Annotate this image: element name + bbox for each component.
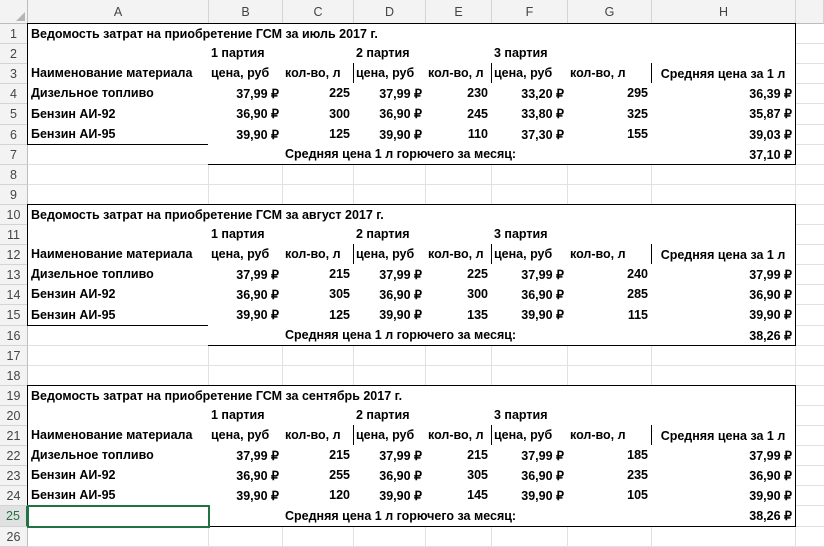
empty-cell[interactable]: [796, 406, 824, 426]
row-header-21[interactable]: 21: [0, 426, 28, 446]
column-header-c[interactable]: C: [283, 0, 354, 24]
price-cell[interactable]: 39,90 ₽: [208, 124, 283, 145]
summary-blank[interactable]: [208, 505, 283, 527]
quantity-cell[interactable]: 305: [282, 284, 354, 305]
price-cell[interactable]: 33,80 ₽: [491, 103, 568, 125]
quantity-cell[interactable]: 155: [567, 124, 652, 145]
empty-cell[interactable]: [568, 366, 652, 386]
row-header-10[interactable]: 10: [0, 205, 28, 225]
empty-cell[interactable]: [652, 185, 796, 205]
quantity-cell[interactable]: 125: [282, 304, 354, 326]
column-header-g[interactable]: G: [568, 0, 652, 24]
empty-cell[interactable]: [426, 346, 492, 366]
select-all-corner[interactable]: [0, 0, 28, 24]
empty-cell[interactable]: [796, 185, 824, 205]
row-header-14[interactable]: 14: [0, 285, 28, 305]
empty-cell[interactable]: [796, 44, 824, 64]
empty-cell[interactable]: [796, 245, 824, 265]
empty-cell[interactable]: [796, 326, 824, 346]
quantity-header[interactable]: кол-во, л: [425, 244, 492, 265]
empty-cell[interactable]: [652, 346, 796, 366]
empty-cell[interactable]: [796, 366, 824, 386]
material-name[interactable]: Бензин АИ-95: [27, 304, 209, 326]
empty-cell[interactable]: [796, 84, 824, 104]
material-name-header[interactable]: Наименование материала: [27, 63, 209, 84]
header-blank[interactable]: [27, 224, 209, 245]
empty-cell[interactable]: [28, 145, 209, 165]
column-header-a[interactable]: A: [28, 0, 209, 24]
empty-cell[interactable]: [796, 125, 824, 145]
table-title[interactable]: Ведомость затрат на приобретение ГСМ за август 2017 г.: [27, 204, 796, 225]
empty-cell[interactable]: [283, 346, 354, 366]
empty-cell[interactable]: [28, 527, 209, 547]
month-avg-value[interactable]: 38,26 ₽: [651, 325, 796, 346]
batch-3-header[interactable]: 3 партия: [491, 43, 652, 64]
quantity-header[interactable]: кол-во, л: [425, 63, 492, 84]
row-header-11[interactable]: 11: [0, 225, 28, 245]
avg-price-header[interactable]: Средняя цена за 1 л: [651, 43, 796, 84]
quantity-cell[interactable]: 110: [425, 124, 492, 145]
price-cell[interactable]: 37,99 ₽: [491, 264, 568, 285]
material-name[interactable]: Дизельное топливо: [27, 83, 209, 104]
row-header-5[interactable]: 5: [0, 104, 28, 125]
empty-cell[interactable]: [426, 527, 492, 547]
empty-cell[interactable]: [28, 366, 209, 386]
quantity-header[interactable]: кол-во, л: [567, 63, 652, 84]
empty-cell[interactable]: [652, 366, 796, 386]
empty-cell[interactable]: [492, 185, 568, 205]
empty-cell[interactable]: [28, 326, 209, 346]
empty-cell[interactable]: [354, 165, 426, 185]
month-avg-label[interactable]: Средняя цена 1 л горючего за месяц:: [282, 505, 652, 527]
empty-cell[interactable]: [426, 165, 492, 185]
batch-1-header[interactable]: 1 партия: [208, 405, 354, 426]
empty-cell[interactable]: [492, 527, 568, 547]
quantity-cell[interactable]: 325: [567, 103, 652, 125]
column-header-e[interactable]: E: [426, 0, 492, 24]
batch-2-header[interactable]: 2 партия: [353, 224, 492, 245]
price-cell[interactable]: 36,90 ₽: [208, 465, 283, 486]
avg-price-cell[interactable]: 36,90 ₽: [651, 465, 796, 486]
empty-cell[interactable]: [796, 104, 824, 125]
quantity-cell[interactable]: 115: [567, 304, 652, 326]
empty-cell[interactable]: [283, 366, 354, 386]
price-cell[interactable]: 36,90 ₽: [353, 284, 426, 305]
row-header-15[interactable]: 15: [0, 305, 28, 326]
row-header-9[interactable]: 9: [0, 185, 28, 205]
batch-3-header[interactable]: 3 партия: [491, 224, 652, 245]
empty-cell[interactable]: [283, 527, 354, 547]
quantity-cell[interactable]: 215: [425, 445, 492, 466]
summary-blank[interactable]: [208, 325, 283, 346]
empty-cell[interactable]: [568, 165, 652, 185]
row-header-13[interactable]: 13: [0, 265, 28, 285]
price-header[interactable]: цена, руб: [491, 425, 568, 446]
empty-cell[interactable]: [209, 185, 283, 205]
row-header-20[interactable]: 20: [0, 406, 28, 426]
quantity-cell[interactable]: 255: [282, 465, 354, 486]
quantity-cell[interactable]: 300: [282, 103, 354, 125]
column-header-d[interactable]: D: [354, 0, 426, 24]
empty-cell[interactable]: [28, 185, 209, 205]
price-cell[interactable]: 39,90 ₽: [353, 124, 426, 145]
avg-price-cell[interactable]: 39,03 ₽: [651, 124, 796, 145]
price-cell[interactable]: 37,99 ₽: [353, 445, 426, 466]
column-header-f[interactable]: F: [492, 0, 568, 24]
empty-cell[interactable]: [354, 346, 426, 366]
batch-1-header[interactable]: 1 партия: [208, 43, 354, 64]
month-avg-value[interactable]: 38,26 ₽: [651, 505, 796, 527]
empty-cell[interactable]: [492, 346, 568, 366]
empty-cell[interactable]: [796, 486, 824, 506]
empty-cell[interactable]: [796, 64, 824, 84]
price-cell[interactable]: 37,99 ₽: [353, 83, 426, 104]
column-header-h[interactable]: H: [652, 0, 796, 24]
row-header-23[interactable]: 23: [0, 466, 28, 486]
material-name[interactable]: Дизельное топливо: [27, 445, 209, 466]
quantity-cell[interactable]: 245: [425, 103, 492, 125]
empty-cell[interactable]: [28, 346, 209, 366]
empty-cell[interactable]: [354, 185, 426, 205]
batch-2-header[interactable]: 2 партия: [353, 405, 492, 426]
row-header-22[interactable]: 22: [0, 446, 28, 466]
quantity-cell[interactable]: 120: [282, 485, 354, 506]
month-avg-value[interactable]: 37,10 ₽: [651, 144, 796, 165]
row-header-12[interactable]: 12: [0, 245, 28, 265]
quantity-header[interactable]: кол-во, л: [282, 425, 354, 446]
empty-cell[interactable]: [796, 24, 824, 44]
avg-price-cell[interactable]: 39,90 ₽: [651, 485, 796, 506]
quantity-header[interactable]: кол-во, л: [425, 425, 492, 446]
quantity-header[interactable]: кол-во, л: [567, 244, 652, 265]
row-header-17[interactable]: 17: [0, 346, 28, 366]
price-cell[interactable]: 37,99 ₽: [208, 445, 283, 466]
empty-cell[interactable]: [796, 145, 824, 165]
month-avg-label[interactable]: Средняя цена 1 л горючего за месяц:: [282, 325, 652, 346]
empty-cell[interactable]: [796, 386, 824, 406]
price-cell[interactable]: 39,90 ₽: [353, 304, 426, 326]
price-cell[interactable]: 39,90 ₽: [491, 304, 568, 326]
price-cell[interactable]: 37,99 ₽: [353, 264, 426, 285]
empty-cell[interactable]: [652, 527, 796, 547]
empty-cell[interactable]: [796, 165, 824, 185]
empty-cell[interactable]: [796, 466, 824, 486]
quantity-cell[interactable]: 285: [567, 284, 652, 305]
material-name[interactable]: Бензин АИ-92: [27, 284, 209, 305]
empty-cell[interactable]: [796, 285, 824, 305]
quantity-cell[interactable]: 215: [282, 445, 354, 466]
empty-cell[interactable]: [209, 346, 283, 366]
quantity-header[interactable]: кол-во, л: [567, 425, 652, 446]
empty-cell[interactable]: [796, 527, 824, 547]
quantity-cell[interactable]: 225: [425, 264, 492, 285]
row-header-16[interactable]: 16: [0, 326, 28, 346]
column-header-filler: [796, 0, 824, 24]
price-cell[interactable]: 36,90 ₽: [491, 284, 568, 305]
empty-cell[interactable]: [426, 366, 492, 386]
price-cell[interactable]: 37,30 ₽: [491, 124, 568, 145]
price-header[interactable]: цена, руб: [208, 425, 283, 446]
price-cell[interactable]: 39,90 ₽: [208, 485, 283, 506]
month-avg-label[interactable]: Средняя цена 1 л горючего за месяц:: [282, 144, 652, 165]
empty-cell[interactable]: [209, 366, 283, 386]
row-header-7[interactable]: 7: [0, 145, 28, 165]
price-cell[interactable]: 36,90 ₽: [353, 465, 426, 486]
empty-cell[interactable]: [354, 527, 426, 547]
empty-cell[interactable]: [796, 265, 824, 285]
quantity-cell[interactable]: 215: [282, 264, 354, 285]
price-cell[interactable]: 37,99 ₽: [208, 264, 283, 285]
table-title[interactable]: Ведомость затрат на приобретение ГСМ за июль 2017 г.: [27, 23, 796, 44]
price-header[interactable]: цена, руб: [353, 63, 426, 84]
empty-cell[interactable]: [568, 527, 652, 547]
price-header[interactable]: цена, руб: [208, 63, 283, 84]
price-cell[interactable]: 37,99 ₽: [491, 445, 568, 466]
active-cell-selection[interactable]: [27, 505, 210, 528]
row-header-19[interactable]: 19: [0, 386, 28, 406]
material-name-header[interactable]: Наименование материала: [27, 425, 209, 446]
avg-price-cell[interactable]: 37,99 ₽: [651, 264, 796, 285]
empty-cell[interactable]: [568, 185, 652, 205]
price-cell[interactable]: 33,20 ₽: [491, 83, 568, 104]
material-name[interactable]: Бензин АИ-92: [27, 465, 209, 486]
price-header[interactable]: цена, руб: [353, 425, 426, 446]
price-cell[interactable]: 36,90 ₽: [208, 103, 283, 125]
material-name[interactable]: Бензин АИ-95: [27, 485, 209, 506]
avg-price-cell[interactable]: 39,90 ₽: [651, 304, 796, 326]
price-cell[interactable]: 36,90 ₽: [491, 465, 568, 486]
batch-1-header[interactable]: 1 партия: [208, 224, 354, 245]
row-header-8[interactable]: 8: [0, 165, 28, 185]
material-name[interactable]: Дизельное топливо: [27, 264, 209, 285]
avg-price-cell[interactable]: 37,99 ₽: [651, 445, 796, 466]
quantity-cell[interactable]: 185: [567, 445, 652, 466]
empty-cell[interactable]: [796, 426, 824, 446]
avg-price-cell[interactable]: 36,90 ₽: [651, 284, 796, 305]
empty-cell[interactable]: [209, 527, 283, 547]
quantity-cell[interactable]: 135: [425, 304, 492, 326]
quantity-cell[interactable]: 125: [282, 124, 354, 145]
empty-cell[interactable]: [796, 346, 824, 366]
empty-cell[interactable]: [209, 165, 283, 185]
empty-cell[interactable]: [796, 506, 824, 527]
row-header-26[interactable]: 26: [0, 527, 28, 547]
row-header-3[interactable]: 3: [0, 64, 28, 84]
price-cell[interactable]: 39,90 ₽: [491, 485, 568, 506]
empty-cell[interactable]: [652, 165, 796, 185]
price-cell[interactable]: 36,90 ₽: [353, 103, 426, 125]
empty-cell[interactable]: [796, 446, 824, 466]
material-name-header[interactable]: Наименование материала: [27, 244, 209, 265]
empty-cell[interactable]: [568, 346, 652, 366]
avg-price-header[interactable]: Средняя цена за 1 л: [651, 405, 796, 446]
quantity-cell[interactable]: 235: [567, 465, 652, 486]
row-header-2[interactable]: 2: [0, 44, 28, 64]
avg-price-header[interactable]: Средняя цена за 1 л: [651, 224, 796, 265]
quantity-cell[interactable]: 230: [425, 83, 492, 104]
batch-2-header[interactable]: 2 партия: [353, 43, 492, 64]
empty-cell[interactable]: [796, 205, 824, 225]
price-cell[interactable]: 36,90 ₽: [208, 284, 283, 305]
avg-price-cell[interactable]: 35,87 ₽: [651, 103, 796, 125]
header-blank[interactable]: [27, 405, 209, 426]
empty-cell[interactable]: [283, 185, 354, 205]
header-blank[interactable]: [27, 43, 209, 64]
quantity-cell[interactable]: 305: [425, 465, 492, 486]
price-cell[interactable]: 37,99 ₽: [208, 83, 283, 104]
row-header-25[interactable]: 25: [0, 506, 28, 527]
empty-cell[interactable]: [492, 165, 568, 185]
quantity-cell[interactable]: 240: [567, 264, 652, 285]
empty-cell[interactable]: [283, 165, 354, 185]
empty-cell[interactable]: [354, 366, 426, 386]
price-cell[interactable]: 39,90 ₽: [353, 485, 426, 506]
price-header[interactable]: цена, руб: [491, 244, 568, 265]
row-header-18[interactable]: 18: [0, 366, 28, 386]
quantity-cell[interactable]: 295: [567, 83, 652, 104]
quantity-header[interactable]: кол-во, л: [282, 63, 354, 84]
quantity-cell[interactable]: 105: [567, 485, 652, 506]
avg-price-cell[interactable]: 36,39 ₽: [651, 83, 796, 104]
price-header[interactable]: цена, руб: [491, 63, 568, 84]
row-header-4[interactable]: 4: [0, 84, 28, 104]
quantity-cell[interactable]: 300: [425, 284, 492, 305]
table-title[interactable]: Ведомость затрат на приобретение ГСМ за сентябрь 2017 г.: [27, 385, 796, 406]
row-header-24[interactable]: 24: [0, 486, 28, 506]
empty-cell[interactable]: [28, 165, 209, 185]
price-cell[interactable]: 39,90 ₽: [208, 304, 283, 326]
quantity-cell[interactable]: 145: [425, 485, 492, 506]
empty-cell[interactable]: [796, 225, 824, 245]
material-name[interactable]: Бензин АИ-92: [27, 103, 209, 125]
material-name[interactable]: Бензин АИ-95: [27, 124, 209, 145]
price-header[interactable]: цена, руб: [353, 244, 426, 265]
column-header-b[interactable]: B: [209, 0, 283, 24]
quantity-header[interactable]: кол-во, л: [282, 244, 354, 265]
row-header-6[interactable]: 6: [0, 125, 28, 145]
summary-blank[interactable]: [208, 144, 283, 165]
empty-cell[interactable]: [426, 185, 492, 205]
batch-3-header[interactable]: 3 партия: [491, 405, 652, 426]
empty-cell[interactable]: [492, 366, 568, 386]
quantity-cell[interactable]: 225: [282, 83, 354, 104]
empty-cell[interactable]: [796, 305, 824, 326]
row-header-1[interactable]: 1: [0, 24, 28, 44]
price-header[interactable]: цена, руб: [208, 244, 283, 265]
